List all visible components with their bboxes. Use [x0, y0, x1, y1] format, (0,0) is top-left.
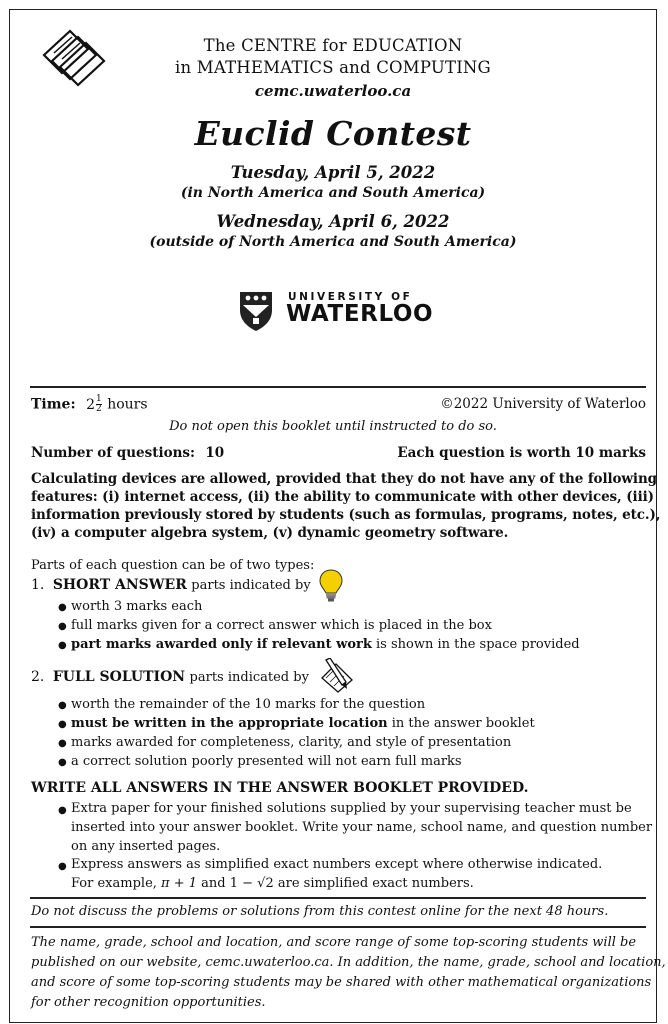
time-unit: hours: [107, 396, 148, 413]
short-bullet-1: worth 3 marks each: [71, 599, 203, 614]
parts-intro: Parts of each question can be of two types:: [31, 558, 315, 573]
calculator-rules-line4: (iv) a computer algebra system, (v) dynamic geometry software.: [31, 525, 509, 541]
time-info: [31, 395, 148, 414]
question-count-label: Number of questions:: [31, 445, 196, 461]
calculator-rules-line1: Calculating devices are allowed, provided that they do not have any of the following: [31, 471, 658, 487]
marks-per-question: Each question is worth 10 marks: [397, 445, 646, 461]
section-divider-top: [30, 386, 646, 388]
question-count-value: 10: [205, 445, 225, 461]
do-not-open-notice: Do not open this booklet until instructed to do so.: [169, 419, 497, 434]
answers-bullet-1-line1: Extra paper for your finished solutions supplied by your supervising teacher must be: [71, 801, 632, 816]
contest-title: Euclid Contest: [194, 114, 472, 153]
privacy-notice-line2: published on our website, cemc.uwaterloo.ca. In addition, the name, grade, school and location,: [31, 955, 666, 970]
waterloo-crest-icon: [238, 290, 274, 332]
full-bullet-2: must be written in the appropriate location in the answer booklet: [71, 716, 535, 731]
answers-bullet-1-line3: on any inserted pages.: [71, 839, 221, 854]
section-divider-footer: [30, 926, 646, 928]
question-count: [31, 445, 224, 461]
short-bullet-3: part marks awarded only if relevant work is shown in the space provided: [71, 637, 580, 652]
contest-cover-page: The CENTRE for EDUCATION in MATHEMATICS and COMPUTING cemc.uwaterloo.ca Euclid Contest Tuesday, April 5, 2022 (in North America and South America) Wednesday, April 6, 2022 (outside of North America and South America) UNIVERSITY OF WATERLOO Time: 2 $\frac{1}{2}$ hours ©2022 University of Waterloo Do not open this booklet until instructed to do so. Number of questions: 10 Each question is worth 10 marks Calculating devices are allowed, provided that they do not have any of the following features: (i) internet access, (ii) the ability to communicate with other devices, (iii) information previously stored by students (such as formulas, programs, notes, etc.), (iv) a computer algebra system, (v) dynamic geometry software. Parts of each question can be of two types: 1. SHORT ANSWER parts indicated by ● worth 3 marks each ● full marks given for a correct answer which is placed in the box ● part marks awarded only if relevant work is shown in the space provided 2. FULL SOLUTION parts indicated by ● worth the remainder of the 10 marks for the question ● must be written in the appropriate location in the answer booklet ● marks awarded for completeness, clarity, and style of presentation ● a correct solution poorly presented will not earn full marks WRITE ALL ANSWERS IN THE ANSWER BOOKLET PROVIDED. ● Extra paper for your finished solutions supplied by your supervising teacher must be inserted into your answer booklet. Write your name, school name, and question number on any inserted pages. ● Express answers as simplified exact numbers except where otherwise indicated. For example, π + 1 and 1 − √2 are simplified exact numbers. Do not discuss the problems or solutions from this contest online for the next 48 hours. The name, grade, school and location, and score range of some top-scoring students will be published on our website, cemc.uwaterloo.ca. In addition, the name, grade, school and location, and score of some top-scoring students may be shared with other mathematical organizations for other recognition opportunities.: [9, 9, 657, 1023]
pencil-paper-icon: [320, 658, 354, 694]
answers-bullet-2-line1: Express answers as simplified exact numbers except where otherwise indicated.: [71, 857, 603, 872]
answers-heading: WRITE ALL ANSWERS IN THE ANSWER BOOKLET PROVIDED.: [31, 780, 529, 796]
date-americas-note: (in North America and South America): [180, 185, 486, 201]
short-bullet-2: full marks given for a correct answer which is placed in the box: [71, 618, 492, 633]
university-of-label: UNIVERSITY OF: [288, 291, 413, 303]
calculator-rules-line3: information previously stored by students (such as formulas, programs, notes, etc.),: [31, 507, 661, 523]
date-americas: Tuesday, April 5, 2022: [230, 163, 436, 182]
privacy-notice-line1: The name, grade, school and location, and score range of some top-scoring students will be: [31, 935, 637, 950]
privacy-notice-line3: and score of some top-scoring students may be shared with other mathematical organizations: [31, 975, 652, 990]
short-answer-heading: 1. SHORT ANSWER parts indicated by: [31, 577, 311, 593]
answers-bullet-2-line2: For example, π + 1 and 1 − √2 are simplified exact numbers.: [71, 876, 474, 891]
time-label: Time:: [31, 396, 76, 413]
calculator-rules-line2: features: (i) internet access, (ii) the ability to communicate with other devices, (iii): [31, 489, 654, 505]
time-fraction: $\frac{1}{2}$: [96, 394, 102, 414]
section-divider-discuss: [30, 897, 646, 899]
time-whole: 2: [86, 396, 95, 413]
answers-bullet-1-line2: inserted into your answer booklet. Write your name, school name, and question number: [71, 820, 653, 835]
lightbulb-icon: [318, 568, 344, 604]
date-outside: Wednesday, April 6, 2022: [216, 212, 450, 231]
copyright-notice: ©2022 University of Waterloo: [440, 396, 646, 412]
full-bullet-3: marks awarded for completeness, clarity, and style of presentation: [71, 735, 512, 750]
waterloo-wordmark: WATERLOO: [286, 301, 434, 327]
org-name-line1: The CENTRE for EDUCATION: [203, 36, 463, 55]
website-link: cemc.uwaterloo.ca: [254, 82, 412, 100]
full-solution-heading: 2. FULL SOLUTION parts indicated by: [31, 669, 309, 685]
date-outside-note: (outside of North America and South America): [149, 234, 517, 250]
org-name-line2: in MATHEMATICS and COMPUTING: [175, 58, 491, 77]
discussion-notice: Do not discuss the problems or solutions from this contest online for the next 48 hours.: [31, 904, 609, 919]
full-bullet-4: a correct solution poorly presented will not earn full marks: [71, 754, 462, 769]
full-bullet-1: worth the remainder of the 10 marks for the question: [71, 697, 426, 712]
privacy-notice-line4: for other recognition opportunities.: [31, 995, 266, 1010]
